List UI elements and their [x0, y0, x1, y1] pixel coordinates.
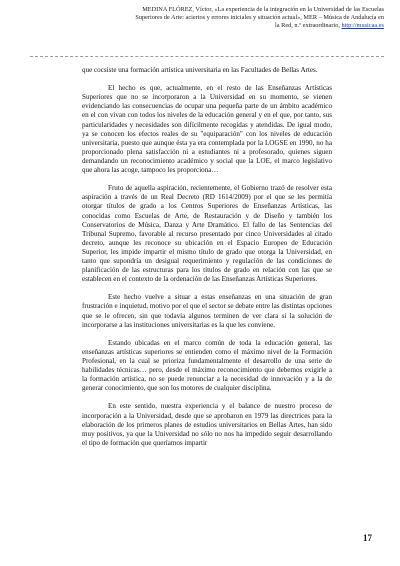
citation-header	[134, 6, 384, 30]
journal-link[interactable]: http://musicaa.es	[341, 22, 384, 29]
citation-text: MEDINA FLÓREZ, Víctor, «La experiencia de la integración en la Universidad de las Escuelas Superiores de Arte: aciertos y errores iniciales y situación actual», MER – Música de Andalucía en la Red, n.º extraordinario,	[135, 6, 384, 29]
paragraph: En este sentido, nuestra experiencia y el balance de nuestro proceso de incorporación a la Universidad, desde que se aprobaron en 1979 las directrices para la elaboración de los primeros planes de estudios universitarios en Bellas Artes, han sido muy positivos, ya que la Universidad no sólo no nos ha impedido seguir desarrollando el tipo de formación que queríamos impartir	[82, 402, 332, 447]
paragraph: Fruto de aquella aspiración, recientemente, el Gobierno trazó de resolver esta aspiración a través de un Real Decreto (RD 1614/2009) por el que se les permitía otorgar títulos de grado a los Centros Superiores de Enseñanzas Artísticas, las conocidas como Escuelas de Arte, de Restauración y de Diseño y también los Conservatorios de Música, Danza y Arte Dramático. El fallo de las Sentencias del Tribunal Supremo, favorable al recurso presentado por cinco Universidades al citado decreto, aunque les reconoce su ubicación en el Espacio Europeo de Educación Superior, les impide impartir el mismo título de grado que otorga la Universidad, en tanto que supondría un desigual requerimiento y regulación de las condiciones de planificación de las estructuras para los títulos de grado en relación con las que se establecen en el contexto de la ordenación de las Enseñanzas Artísticas Superiores.	[82, 184, 332, 284]
header-divider	[30, 56, 384, 57]
body-text	[82, 66, 332, 457]
paragraph: El hecho es que, actualmente, en el resto de las Enseñanzas Artísticas Superiores que no se incorporaron a la Universidad en su momento, se vienen evidenciando las consecuencias de ocupar una pequeña parte de un ámbito académico en el con vivan con todos los niveles de la educación general y en el que, por tanto, sus particularidades y necesidades son difícilmente recogidas y atendidas. De igual modo, ya se conocen los efectos reales de su "equiparación" con los niveles de educación universitaria, puesto que aunque ésta ya era contemplada por la LOGSE en 1990, no ha proporcionado plena satisfacción ni a estudiantes ni a profesorado, quienes siguen demandando un reconocimiento académico y social que la LOE, el marco legislativo que ahora las acoge, tampoco les proporciona…	[82, 84, 332, 175]
page-number: 17	[363, 533, 372, 543]
paragraph: que cocsiste una formación artística universitaria en las Facultades de Bellas Artes.	[82, 66, 318, 74]
paragraph: Estando ubicadas en el marco común de toda la educación general, las enseñanzas artísticas superiores se entienden como el máximo nivel de la Formación Profesional, en la cual se prioriza fundamentalmente el desarrollo de una serie de habilidades técnicas… pero, desde el máximo reconocimiento que debemos exigirle a la formación artística, no se puede renunciar a la necesidad de innovación y a la de generar conocimiento, que son los motores de cualquier disciplina.	[82, 338, 332, 393]
paragraph: Este hecho vuelve a situar a estas enseñanzas en una situación de gran frustración e inquietud, motivo por el que el sector se debate entre las distintas opciones que se le ofrecen, sin que todavía algunos terminen de ver clara si la solución de incorporarse a las instituciones universitarias es la que les conviene.	[82, 293, 332, 329]
